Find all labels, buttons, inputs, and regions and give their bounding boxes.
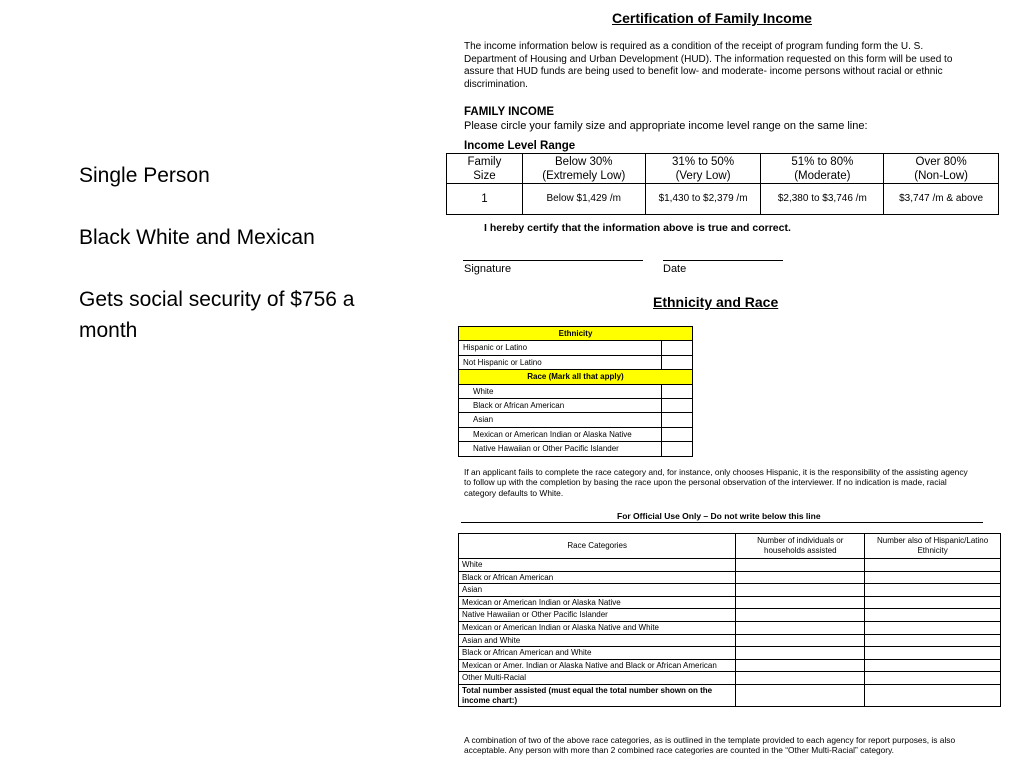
hispanic-count-cell	[865, 609, 1001, 622]
extremely-low-value: Below $1,429 /m	[522, 184, 645, 215]
race-category-label: Mexican or Amer. Indian or Alaska Native and Black or African American	[459, 659, 736, 672]
family-size-value: 1	[447, 184, 523, 215]
header-race-categories: Race Categories	[459, 534, 736, 559]
race-checkbox	[662, 442, 693, 456]
income-range-label: Income Level Range	[464, 140, 576, 152]
ethnicity-header-row	[459, 327, 693, 341]
hispanic-count-cell	[865, 672, 1001, 685]
ethnicity-option-not-hispanic: Not Hispanic or Latino	[459, 355, 662, 369]
official-row	[459, 584, 1001, 597]
hispanic-count-cell	[865, 634, 1001, 647]
header-hispanic-count: Number also of Hispanic/Latino Ethnicity	[865, 534, 1001, 559]
date-line	[663, 260, 783, 261]
official-use-divider	[461, 522, 983, 523]
hispanic-count-cell	[865, 559, 1001, 572]
race-category-label: White	[459, 559, 736, 572]
very-low-value: $1,430 to $2,379 /m	[645, 184, 761, 215]
header-family-size: Family Size	[447, 154, 523, 184]
race-row	[459, 413, 693, 427]
ethnicity-row	[459, 341, 693, 355]
ethnicity-checkbox	[662, 341, 693, 355]
official-row	[459, 647, 1001, 660]
count-cell	[736, 584, 865, 597]
official-use-table	[458, 533, 1001, 707]
non-low-value: $3,747 /m & above	[884, 184, 999, 215]
official-header-row	[459, 534, 1001, 559]
official-row	[459, 596, 1001, 609]
count-cell	[736, 672, 865, 685]
official-row	[459, 609, 1001, 622]
hispanic-count-cell	[865, 659, 1001, 672]
header-extremely-low: Below 30% (Extremely Low)	[522, 154, 645, 184]
hispanic-count-cell	[865, 596, 1001, 609]
form-footnote: A combination of two of the above race categories, as is outlined in the template provided to each agency for report purposes, is also acceptable. Any person with more than 2 combined race categories are counted in the “Other Multi-Racial” category.	[464, 735, 956, 756]
total-assisted-label: Total number assisted (must equal the total number shown on the income chart:)	[459, 684, 736, 706]
count-cell	[736, 559, 865, 572]
count-cell	[736, 621, 865, 634]
race-checkbox	[662, 384, 693, 398]
race-row	[459, 442, 693, 456]
race-option-mexican-native: Mexican or American Indian or Alaska Native	[459, 427, 662, 441]
count-cell	[736, 596, 865, 609]
header-moderate: 51% to 80% (Moderate)	[761, 154, 884, 184]
income-header-row	[447, 154, 999, 184]
ethnicity-race-title: Ethnicity and Race	[653, 294, 779, 310]
race-category-label: Mexican or American Indian or Alaska Native and White	[459, 621, 736, 634]
race-category-label: Other Multi-Racial	[459, 672, 736, 685]
race-note: If an applicant fails to complete the race category and, for instance, only chooses Hispanic, it is the responsibility of the assisting agency to follow up with the completion by basing the race upon the personal observation of the interviewer. If no indication is made, racial category defaults to White.	[464, 467, 968, 498]
header-number-assisted: Number of individuals or households assisted	[736, 534, 865, 559]
race-category-label: Mexican or American Indian or Alaska Native	[459, 596, 736, 609]
ethnicity-header: Ethnicity	[459, 327, 693, 341]
race-checkbox	[662, 399, 693, 413]
race-option-asian: Asian	[459, 413, 662, 427]
ethnicity-row	[459, 355, 693, 369]
race-option-pacific-islander: Native Hawaiian or Other Pacific Islander	[459, 442, 662, 456]
total-count-cell	[736, 684, 865, 706]
header-very-low: 31% to 50% (Very Low)	[645, 154, 761, 184]
race-header: Race (Mark all that apply)	[459, 370, 693, 384]
ethnicity-option-hispanic: Hispanic or Latino	[459, 341, 662, 355]
note-household-size: Single Person	[79, 164, 210, 187]
certification-form-image	[446, 0, 1006, 768]
count-cell	[736, 634, 865, 647]
income-level-table	[446, 153, 999, 215]
official-row	[459, 571, 1001, 584]
official-total-row	[459, 684, 1001, 706]
hispanic-count-cell	[865, 584, 1001, 597]
ethnicity-race-table	[458, 326, 693, 457]
header-non-low: Over 80% (Non-Low)	[884, 154, 999, 184]
official-row	[459, 659, 1001, 672]
signature-label: Signature	[464, 263, 512, 275]
hispanic-count-cell	[865, 621, 1001, 634]
count-cell	[736, 571, 865, 584]
official-row	[459, 559, 1001, 572]
hispanic-count-cell	[865, 647, 1001, 660]
race-category-label: Black or African American	[459, 571, 736, 584]
form-intro: The income information below is required as a condition of the receipt of program funding form the U. S. Department of Housing and Urban Development (HUD). The information requested on this form will be used to assure that HUD funds are being used to benefit low- and moderate- income persons without racial or ethnic discrimination.	[464, 41, 953, 90]
race-option-white: White	[459, 384, 662, 398]
income-row-1	[447, 184, 999, 215]
race-checkbox	[662, 413, 693, 427]
race-checkbox	[662, 427, 693, 441]
race-category-label: Asian	[459, 584, 736, 597]
certification-statement: I hereby certify that the information above is true and correct.	[484, 222, 791, 234]
note-income: Gets social security of $756 a month	[79, 288, 355, 342]
date-label: Date	[663, 263, 687, 275]
count-cell	[736, 609, 865, 622]
count-cell	[736, 659, 865, 672]
moderate-value: $2,380 to $3,746 /m	[761, 184, 884, 215]
note-race: Black White and Mexican	[79, 226, 315, 249]
form-title: Certification of Family Income	[612, 10, 812, 26]
race-category-label: Native Hawaiian or Other Pacific Islander	[459, 609, 736, 622]
hispanic-count-cell	[865, 571, 1001, 584]
official-row	[459, 672, 1001, 685]
race-category-label: Asian and White	[459, 634, 736, 647]
total-hispanic-cell	[865, 684, 1001, 706]
race-header-row	[459, 370, 693, 384]
ethnicity-checkbox	[662, 355, 693, 369]
race-option-black: Black or African American	[459, 399, 662, 413]
race-row	[459, 427, 693, 441]
race-category-label: Black or African American and White	[459, 647, 736, 660]
official-use-heading: For Official Use Only – Do not write below this line	[617, 511, 821, 521]
slide-notes	[79, 160, 409, 377]
family-income-instructions: Please circle your family size and appropriate income level range on the same line:	[464, 120, 868, 132]
family-income-heading: FAMILY INCOME	[464, 106, 555, 118]
official-row	[459, 634, 1001, 647]
official-row	[459, 621, 1001, 634]
count-cell	[736, 647, 865, 660]
race-row	[459, 384, 693, 398]
race-row	[459, 399, 693, 413]
signature-line	[463, 260, 643, 261]
